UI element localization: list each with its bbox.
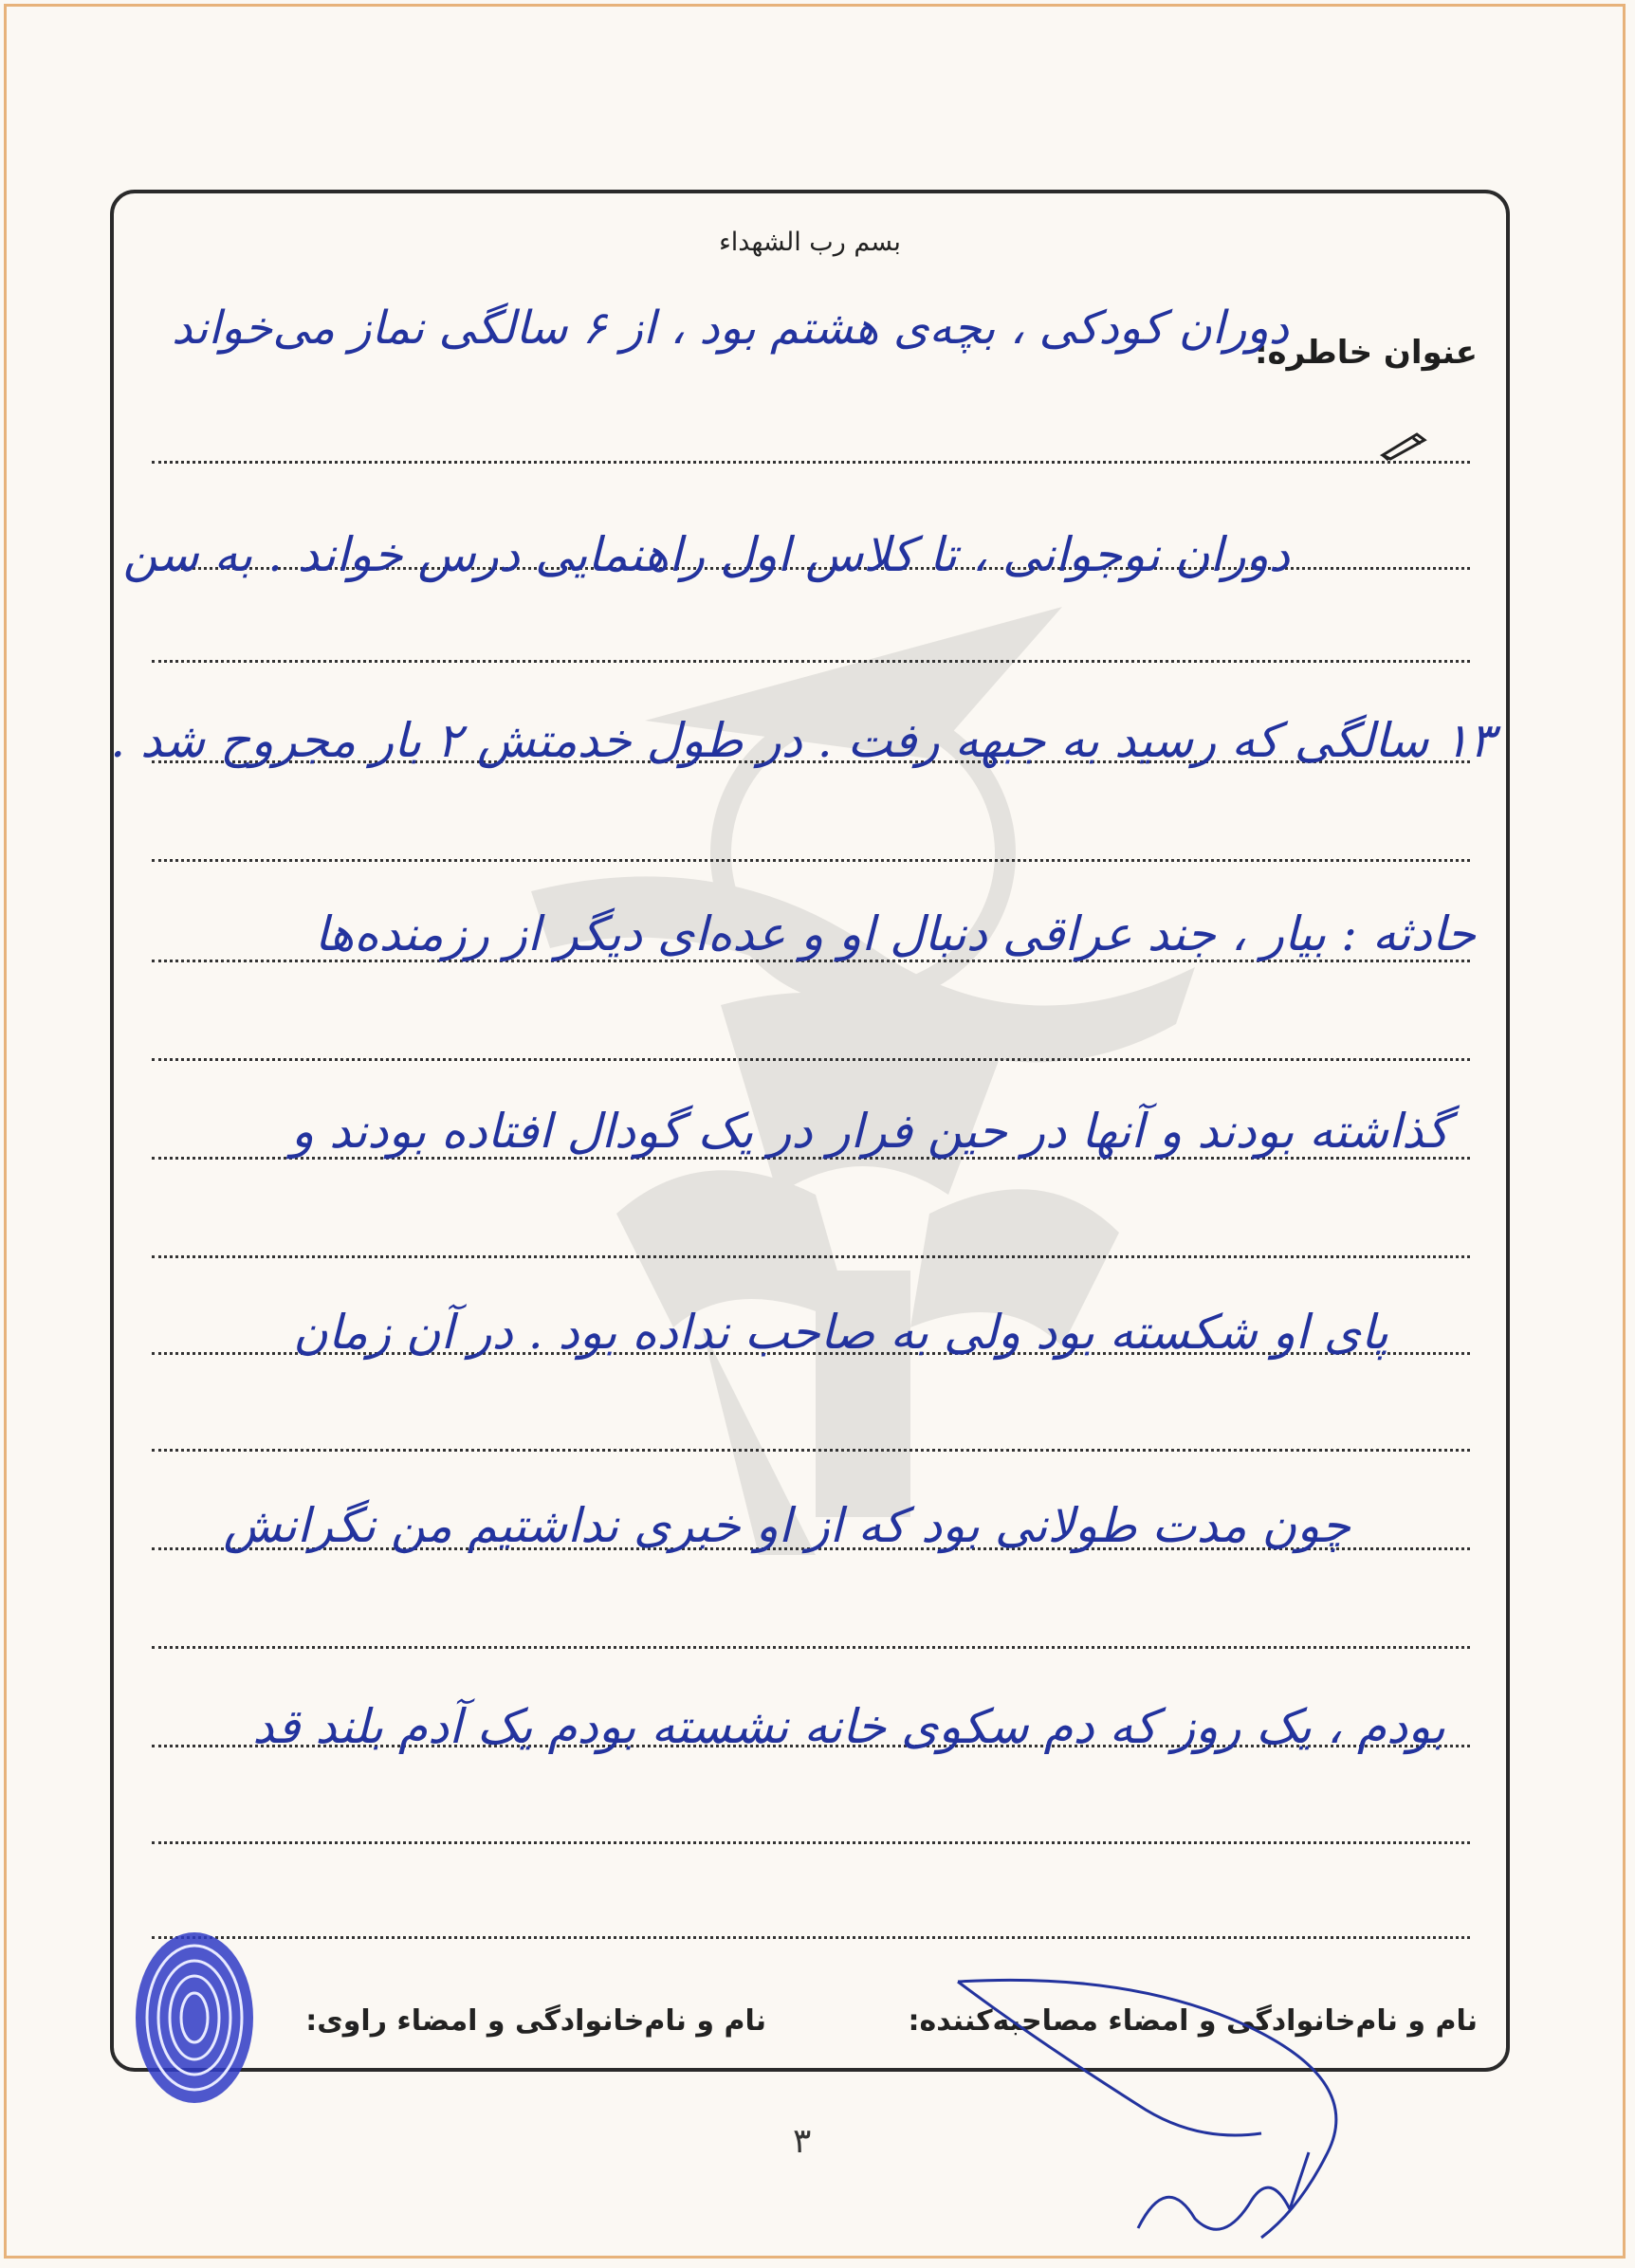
handwritten-line: گذاشته بودند و آنها در حین فرار در یک گودال افتاده بودند و [291, 1104, 1449, 1159]
fingerprint-image [123, 1923, 266, 2113]
handwritten-title: دوران کودکی ، بچه‌ی هشتم بود ، از ۶ سالگی نماز می‌خواند [171, 302, 1289, 355]
form-header: بسم رب الشهداء [719, 228, 901, 257]
handwritten-line: پای او شکسته بود ولی به صاحب نداده بود . در آن زمان [293, 1305, 1388, 1360]
ruled-line [152, 1646, 1470, 1649]
handwritten-line: چون مدت طولانی بود که از او خبری نداشتیم من نگرانش [223, 1498, 1350, 1553]
handwritten-line: حادثه : بیار ، جند عراقی دنبال او و عده‌ای دیگر از رزمنده‌ها [314, 906, 1476, 961]
interviewer-signature-label: نام و نام‌خانوادگی و امضاء مصاحبه‌کننده: [908, 2004, 1478, 2038]
memory-title-label: عنوان خاطره: [1254, 334, 1478, 372]
handwritten-line: دوران نوجوانی ، تا کلاس اول راهنمایی درس خواند . به سن [122, 527, 1290, 582]
ruled-line [152, 461, 1470, 464]
page-number: ۳ [793, 2122, 812, 2161]
handwritten-line: ۱۳ سالگی که رسید به جبهه رفت . در طول خدمتش ۲ بار مجروح شد . [110, 713, 1495, 768]
ruled-line [152, 660, 1470, 663]
ruled-line [152, 1058, 1470, 1061]
signature-image [948, 1963, 1404, 2247]
ruled-line [152, 1936, 1470, 1939]
ruled-line [152, 1841, 1470, 1844]
handwritten-line: بودم ، یک روز که دم سکوی خانه نشسته بودم یک آدم بلند قد [252, 1699, 1445, 1754]
ruled-line [152, 1255, 1470, 1258]
narrator-signature-label: نام و نام‌خانوادگی و امضاء راوی: [305, 2004, 766, 2038]
ruled-line [152, 859, 1470, 862]
ruled-line [152, 1449, 1470, 1452]
pen-icon [1379, 429, 1430, 461]
